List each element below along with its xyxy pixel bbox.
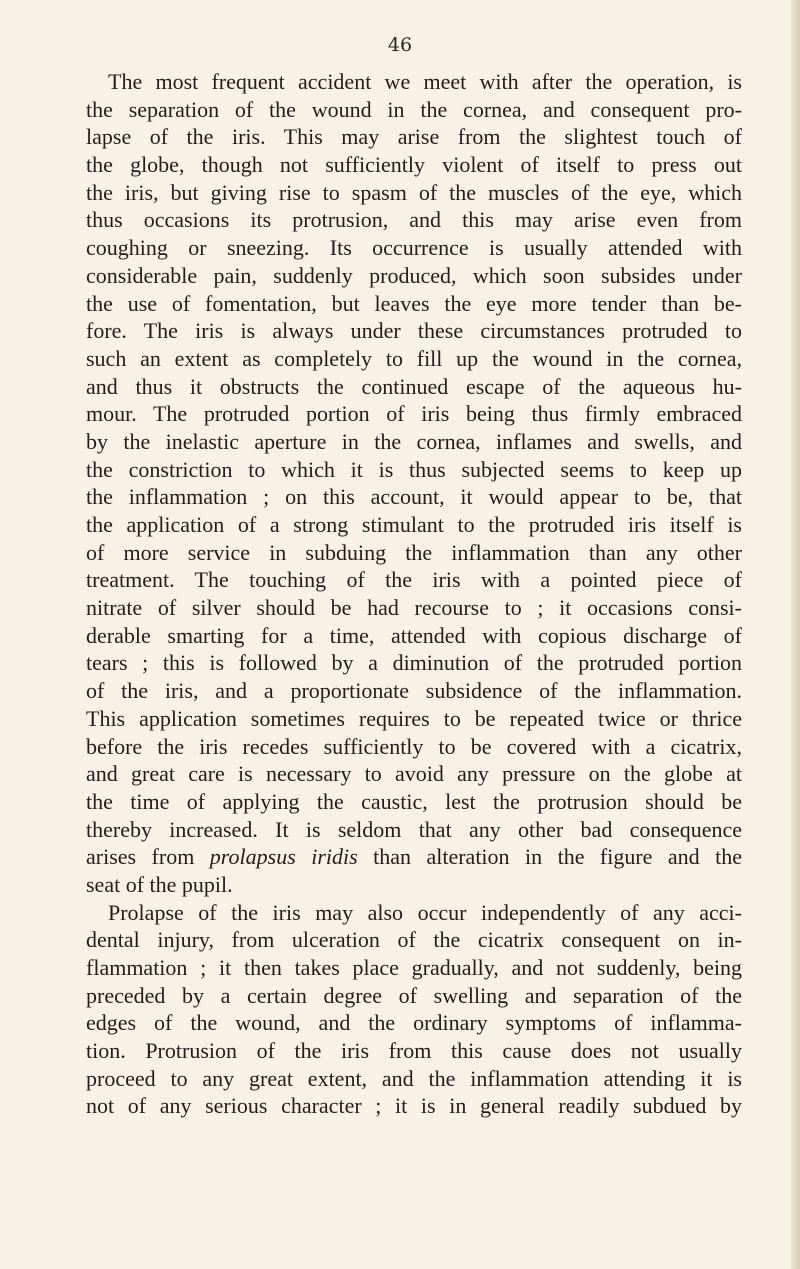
text-line xyxy=(86,400,742,428)
text-line xyxy=(86,234,742,262)
text-line xyxy=(86,733,742,761)
text-line xyxy=(86,179,742,207)
text-segment: the constriction to which it is thus subjected seems to keep up xyxy=(86,456,742,482)
text-segment: and thus it obstructs the continued escape of the aqueous hu- xyxy=(86,373,742,399)
text-segment: Prolapse of the iris may also occur independently of any acci- xyxy=(108,899,742,925)
text-line xyxy=(86,760,742,788)
text-line xyxy=(86,594,742,622)
text-line xyxy=(86,954,742,982)
text-line xyxy=(86,1037,742,1065)
text-line xyxy=(86,428,742,456)
text-segment: before the iris recedes sufficiently to be covered with a cicatrix, xyxy=(86,733,742,759)
body-text xyxy=(86,68,742,1120)
text-line xyxy=(86,68,742,96)
text-segment: fore. The iris is always under these circumstances protruded to xyxy=(86,318,742,344)
text-line xyxy=(86,1092,742,1120)
text-segment: edges of the wound, and the ordinary symptoms of inflamma- xyxy=(86,1010,742,1036)
text-segment: and great care is necessary to avoid any pressure on the globe at xyxy=(86,761,742,787)
text-segment: The most frequent accident we meet with after the operation, is xyxy=(108,69,742,94)
text-segment: the use of fomentation, but leaves the eye more tender than be- xyxy=(86,290,742,316)
text-segment: dental injury, from ulceration of the cicatrix consequent on in- xyxy=(86,927,742,953)
italic-term: prolapsus iridis xyxy=(209,844,358,870)
text-line xyxy=(86,566,742,594)
text-line xyxy=(86,317,742,345)
text-line xyxy=(86,705,742,733)
text-segment: the application of a strong stimulant to the protruded iris itself is xyxy=(86,512,742,537)
text-segment: the iris, but giving rise to spasm of the muscles of the eye, which xyxy=(86,179,742,205)
text-line xyxy=(86,262,742,290)
text-line xyxy=(86,899,742,927)
text-line xyxy=(86,123,742,151)
text-segment: not of any serious character ; it is in general readily subdued by xyxy=(86,1093,742,1119)
text-line xyxy=(86,649,742,677)
text-segment: proceed to any great extent, and the inflammation attending it is xyxy=(86,1065,742,1091)
text-segment: nitrate of silver should be had recourse to ; it occasions consi- xyxy=(86,595,742,621)
text-line xyxy=(86,483,742,511)
text-segment: This application sometimes requires to be repeated twice or thrice xyxy=(86,705,742,731)
text-segment: of more service in subduing the inflammation than any other xyxy=(86,539,742,565)
text-line xyxy=(86,345,742,373)
page-number: 46 xyxy=(387,34,413,56)
page-edge xyxy=(791,0,800,1269)
text-line xyxy=(86,677,742,705)
text-segment: seat of the pupil. xyxy=(86,871,233,897)
text-segment: the globe, though not sufficiently violent of itself to press out xyxy=(86,152,742,178)
text-segment: the inflammation ; on this account, it would appear to be, that xyxy=(86,484,742,510)
text-segment: treatment. The touching of the iris with a pointed piece of xyxy=(86,567,742,593)
paragraph xyxy=(86,899,742,1121)
text-segment: thereby increased. It is seldom that any other bad consequence xyxy=(86,816,742,842)
text-line xyxy=(86,843,742,871)
text-line xyxy=(86,622,742,650)
text-segment: considerable pain, suddenly produced, which soon subsides under xyxy=(86,262,742,288)
text-line xyxy=(86,511,742,539)
text-line xyxy=(86,290,742,318)
text-segment: tion. Protrusion of the iris from this cause does not usually xyxy=(86,1038,742,1064)
text-segment: arises from xyxy=(86,844,210,870)
text-line xyxy=(86,871,742,899)
text-line xyxy=(86,982,742,1010)
text-line xyxy=(86,456,742,484)
text-segment: than alteration in the figure and the xyxy=(357,844,742,870)
text-segment: such an extent as completely to fill up the wound in the cornea, xyxy=(86,345,742,371)
text-segment: the time of applying the caustic, lest the protrusion should be xyxy=(86,788,742,814)
text-line xyxy=(86,539,742,567)
text-line xyxy=(86,373,742,401)
text-line xyxy=(86,1009,742,1037)
text-segment: coughing or sneezing. Its occurrence is usually attended with xyxy=(86,235,742,261)
text-segment: lapse of the iris. This may arise from the slightest touch of xyxy=(86,124,742,150)
text-line xyxy=(86,926,742,954)
text-segment: tears ; this is followed by a diminution of the protruded portion xyxy=(86,650,742,676)
text-line xyxy=(86,788,742,816)
text-segment: of the iris, and a proportionate subsidence of the inflammation. xyxy=(86,678,742,704)
text-segment: preceded by a certain degree of swelling and separation of the xyxy=(86,982,742,1008)
text-segment: by the inelastic aperture in the cornea, inflames and swells, and xyxy=(86,428,742,454)
text-segment: the separation of the wound in the cornea, and consequent pro- xyxy=(86,96,742,122)
text-segment: flammation ; it then takes place gradually, and not suddenly, being xyxy=(86,955,742,980)
text-segment: mour. The protruded portion of iris being thus firmly embraced xyxy=(86,401,742,427)
text-segment: derable smarting for a time, attended with copious discharge of xyxy=(86,622,742,648)
text-line xyxy=(86,816,742,844)
paragraph xyxy=(86,68,742,899)
text-line xyxy=(86,1065,742,1093)
text-segment: thus occasions its protrusion, and this may arise even from xyxy=(86,207,742,233)
text-line xyxy=(86,206,742,234)
text-line xyxy=(86,96,742,124)
text-line xyxy=(86,151,742,179)
